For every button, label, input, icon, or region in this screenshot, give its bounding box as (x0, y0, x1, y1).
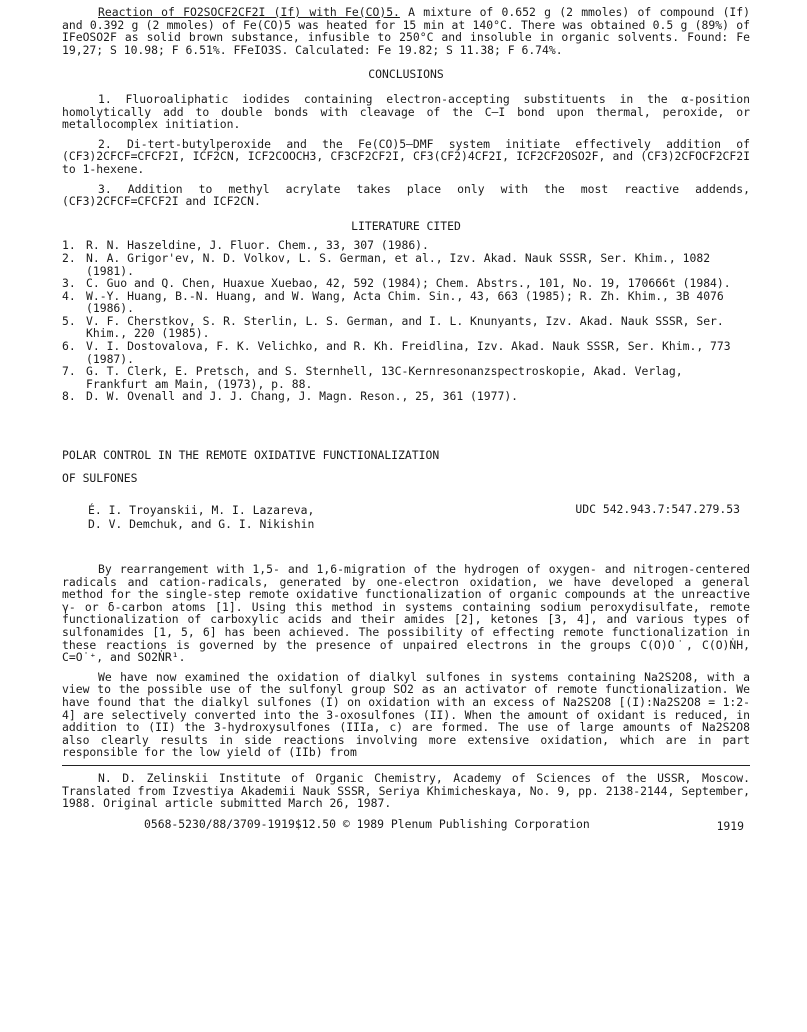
reference-number: 4. (62, 288, 76, 303)
authors-line-1: É. I. Troyanskii, M. I. Lazareva, (88, 503, 315, 518)
page-number: 1919 (716, 818, 744, 833)
reference-item (62, 340, 750, 365)
reference-item (62, 252, 750, 277)
reference-item (62, 390, 750, 403)
reaction-text: A mixture of 0.652 g (2 mmoles) of compound (If) and 0.392 g (2 mmoles) of Fe(CO)5 was heated for 15 min at 140°C. There was obtained 0.5 g (89%) of IFeOSO2F as solid brown substance, infusible to 250°C and insoluble in organic solvents. Found: Fe 19,27; S 10.98; F 6.51%. FFeIO3S. Calculated: Fe 19.82; S 11.38; F 6.74%. (62, 5, 751, 57)
reaction-subtitle: Reaction of FO2SOCF2CF2I (If) with Fe(CO)5. (98, 5, 400, 19)
article-title-line-2: OF SULFONES (62, 471, 138, 486)
authors-line-2: D. V. Demchuk, and G. I. Nikishin (88, 517, 315, 532)
reference-text: W.-Y. Huang, B.-N. Huang, and W. Wang, Acta Chim. Sin., 43, 663 (1985); R. Zh. Khim., 3B 4076 (1986). (86, 288, 724, 316)
reference-number: 7. (62, 364, 76, 379)
journal-page (62, 6, 750, 834)
conclusion-item: 1. Fluoroaliphatic iodides containing electron-accepting substituents in the α-position homolytically add to double bonds with cleavage of the C–I bond upon thermal, peroxide, or metallocomplex initiation. (62, 91, 750, 132)
authors-row (62, 503, 750, 531)
footnote-divider (62, 765, 750, 766)
udc-code: UDC 542.943.7:547.279.53 (575, 502, 740, 517)
reference-text: G. T. Clerk, E. Pretsch, and S. Sternhell, 13C-Kernresonanzspectroskopie, Akad. Verlag, Frankfurt am Main, (1973), p. 88. (86, 364, 683, 391)
reference-number: 8. (62, 389, 76, 404)
reaction-paragraph (62, 6, 750, 56)
publication-code: 0568-5230/88/3709-1919$12.50 © 1989 Plenum Publishing Corporation (144, 816, 590, 831)
reference-item (62, 290, 750, 315)
reference-list (62, 239, 750, 403)
reference-item (62, 277, 750, 290)
reference-text: D. W. Ovenall and J. J. Chang, J. Magn. Reson., 25, 361 (1977). (86, 389, 519, 404)
conclusions-heading: CONCLUSIONS (368, 67, 444, 82)
reference-text: V. I. Dostovalova, F. K. Velichko, and R. Kh. Freidlina, Izv. Akad. Nauk SSSR, Ser. Khim., 773 (1987). (86, 339, 731, 366)
reference-number: 1. (62, 238, 76, 253)
authors (88, 503, 314, 531)
article-title-line-1: POLAR CONTROL IN THE REMOTE OXIDATIVE FUNCTIONALIZATION (62, 448, 440, 463)
literature-heading: LITERATURE CITED (351, 218, 461, 233)
reference-text: R. N. Haszeldine, J. Fluor. Chem., 33, 307 (1986). (86, 238, 429, 253)
reference-item (62, 365, 750, 390)
reference-number: 5. (62, 313, 76, 328)
reference-number: 3. (62, 276, 76, 291)
article-paragraph-1: By rearrangement with 1,5- and 1,6-migration of the hydrogen of oxygen- and nitrogen-centered radicals and cation-radicals, generated by one-electron oxidation, we have developed a general method for the single-step remote oxidative functionalization of organic compounds at the unreactive γ- or δ-carbon atoms [1]. Using this method in systems containing sodium peroxydisulfate, remote functionalization of carboxylic acids and their amides [2], ketones [3, 4], and various types of sulfonamides [1, 5, 6] has been achieved. The possibility of effecting remote functionalization in these reactions is governed by the presence of unpaired electrons in the groups C(O)O˙, C(O)ṄH, C=O˙⁺, and SO2ṄR¹. (62, 562, 750, 665)
reference-text: V. F. Cherstkov, S. R. Sterlin, L. S. German, and I. L. Knunyants, Izv. Akad. Nauk SSSR, Ser. Khim., 220 (1985). (86, 313, 724, 341)
reference-number: 6. (62, 339, 76, 354)
page-footer (62, 818, 750, 834)
reference-number: 2. (62, 250, 76, 265)
institution-note: N. D. Zelinskii Institute of Organic Chemistry, Academy of Sciences of the USSR, Moscow. Translated from Izvestiya Akademii Nauk SSSR, Seriya Khimicheskaya, No. 9, pp. 2138-2144, September, 1988. Original article submitted March 26, 1987. (62, 770, 750, 811)
reference-text: C. Guo and Q. Chen, Huaxue Xuebao, 42, 592 (1984); Chem. Abstrs., 101, No. 19, 170666t (1984). (86, 276, 731, 291)
reference-text: N. A. Grigor'ev, N. D. Volkov, L. S. German, et al., Izv. Akad. Nauk SSSR, Ser. Khim., 1082 (1981). (86, 250, 711, 278)
reference-item (62, 315, 750, 340)
conclusion-item: 3. Addition to methyl acrylate takes place only with the most reactive addends, (CF3)2CFCF=CFCF2I and ICF2CN. (62, 181, 750, 209)
article-paragraph-2: We have now examined the oxidation of dialkyl sulfones in systems containing Na2S2O8, with a view to the possible use of the sulfonyl group SO2 as an activator of remote functionalization. We have found that the dialkyl sulfones (I) on oxidation with an excess of Na2S2O8 [(I):Na2S2O8 = 1:2-4] are selectively converted into the 3-oxosulfones (II). When the amount of oxidant is reduced, in addition to (II) the 3-hydroxysulfones (IIIa, c) are formed. The use of large amounts of Na2S2O8 also clearly results in side reactions involving more extensive oxidation, which are in part responsible for the low yield of (IIb) from (62, 669, 750, 760)
conclusion-item: 2. Di-tert-butylperoxide and the Fe(CO)5–DMF system initiate effectively addition of (CF3)2CFCF=CFCF2I, ICF2CN, ICF2COOCH3, CF3CF2CF2I, CF3(CF2)4CF2I, ICF2CF2OSO2F, and (CF3)2CFOCF2CF2I to 1-hexene. (62, 136, 750, 176)
